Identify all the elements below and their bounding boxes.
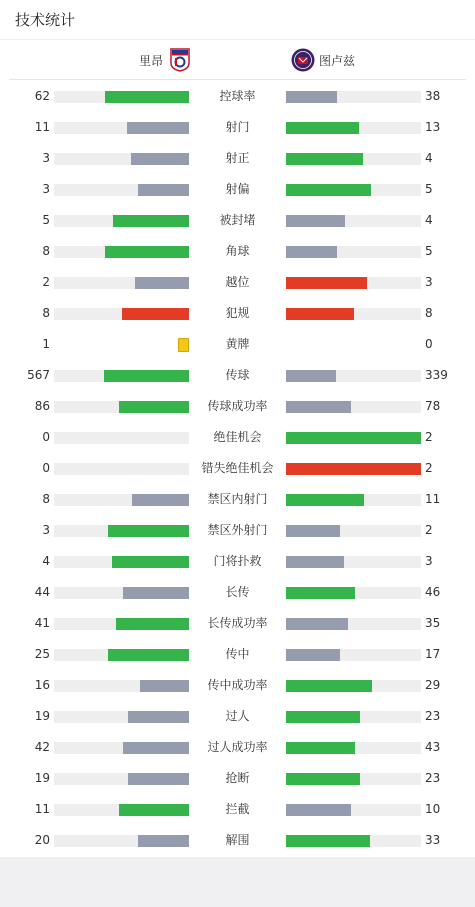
away-bar-track xyxy=(286,556,421,568)
stat-label: 黄牌 xyxy=(225,337,250,351)
stat-row xyxy=(0,546,475,577)
away-bar-track xyxy=(286,525,421,537)
home-bar-track xyxy=(54,122,189,134)
away-value: 5 xyxy=(425,182,433,196)
home-value: 0 xyxy=(42,461,50,475)
stat-label: 禁区内射门 xyxy=(207,492,268,506)
home-bar-track xyxy=(54,494,189,506)
stat-label: 长传 xyxy=(225,585,250,599)
stat-row xyxy=(0,453,475,484)
stat-row xyxy=(0,174,475,205)
stat-label: 绝佳机会 xyxy=(213,430,262,444)
stat-label: 传中 xyxy=(225,647,250,661)
home-team-name: 里昂 xyxy=(138,53,163,68)
away-bar-fill xyxy=(286,711,360,723)
home-bar-track xyxy=(54,277,189,289)
stat-row xyxy=(0,391,475,422)
away-bar-fill xyxy=(286,835,370,847)
away-bar-track xyxy=(286,215,421,227)
home-bar-fill xyxy=(108,649,189,661)
away-value: 3 xyxy=(425,275,433,289)
home-bar-track xyxy=(54,835,189,847)
home-bar-track xyxy=(54,649,189,661)
home-value: 19 xyxy=(34,771,50,785)
home-value: 3 xyxy=(42,151,50,165)
stat-row xyxy=(0,670,475,701)
away-team[interactable] xyxy=(291,40,355,80)
stat-row xyxy=(0,639,475,670)
stat-label: 犯规 xyxy=(225,306,250,320)
away-bar-track xyxy=(286,835,421,847)
away-bar-track xyxy=(286,649,421,661)
away-bar-track xyxy=(286,804,421,816)
away-bar-track xyxy=(286,587,421,599)
away-bar-track xyxy=(286,432,421,444)
away-value: 78 xyxy=(425,399,441,413)
away-value: 2 xyxy=(425,461,433,475)
home-bar-track xyxy=(54,680,189,692)
away-bar-track xyxy=(286,773,421,785)
home-value: 3 xyxy=(42,182,50,196)
home-value: 86 xyxy=(34,399,50,413)
home-bar-fill xyxy=(128,773,189,785)
stat-label: 错失绝佳机会 xyxy=(201,461,274,475)
away-bar-fill xyxy=(286,370,336,382)
home-value: 20 xyxy=(34,833,50,847)
away-value: 23 xyxy=(425,709,441,723)
away-bar-track xyxy=(286,277,421,289)
yellow-card-icon xyxy=(178,338,189,352)
away-bar-fill xyxy=(286,618,348,630)
away-bar-track xyxy=(286,618,421,630)
stat-label: 抢断 xyxy=(225,771,250,785)
home-bar-fill xyxy=(123,742,189,754)
away-value: 8 xyxy=(425,306,433,320)
stat-row xyxy=(0,484,475,515)
home-bar-fill xyxy=(122,308,190,320)
away-bar-fill xyxy=(286,153,363,165)
teams-header xyxy=(9,40,466,80)
home-value: 4 xyxy=(42,554,50,568)
away-bar-track xyxy=(286,184,421,196)
home-value: 41 xyxy=(34,616,50,630)
stat-label: 解围 xyxy=(225,833,250,847)
stat-label: 射门 xyxy=(225,120,250,134)
away-bar-track xyxy=(286,370,421,382)
stat-row xyxy=(0,360,475,391)
stat-row xyxy=(0,298,475,329)
home-bar-track xyxy=(54,215,189,227)
home-bar-track xyxy=(54,711,189,723)
home-bar-fill xyxy=(138,835,189,847)
home-value: 8 xyxy=(42,492,50,506)
home-bar-track xyxy=(54,184,189,196)
home-bar-fill xyxy=(104,370,189,382)
home-value: 1 xyxy=(42,337,50,351)
home-value: 8 xyxy=(42,306,50,320)
stat-row xyxy=(0,608,475,639)
away-bar-fill xyxy=(286,432,421,444)
home-bar-fill xyxy=(112,556,189,568)
away-value: 5 xyxy=(425,244,433,258)
away-bar-fill xyxy=(286,463,421,475)
stat-label: 角球 xyxy=(225,244,250,258)
home-bar-track xyxy=(54,153,189,165)
stat-label: 射偏 xyxy=(225,182,250,196)
stat-label: 控球率 xyxy=(219,89,256,103)
stat-label: 长传成功率 xyxy=(207,616,268,630)
stat-label: 传球 xyxy=(225,368,250,382)
away-bar-track xyxy=(286,91,421,103)
home-bar-fill xyxy=(113,215,189,227)
away-value: 4 xyxy=(425,151,433,165)
away-bar-fill xyxy=(286,277,367,289)
away-team-name: 图卢兹 xyxy=(319,53,356,68)
away-value: 13 xyxy=(425,120,441,134)
home-bar-fill xyxy=(132,494,189,506)
stats-list xyxy=(0,81,475,856)
stat-label: 被封堵 xyxy=(219,213,256,227)
stat-label: 越位 xyxy=(225,275,250,289)
away-value: 29 xyxy=(425,678,441,692)
home-bar-track xyxy=(54,804,189,816)
stat-row xyxy=(0,794,475,825)
home-bar-fill xyxy=(105,246,189,258)
lyon-crest-icon xyxy=(169,48,191,72)
stat-row xyxy=(0,205,475,236)
home-value: 19 xyxy=(34,709,50,723)
stat-label: 传中成功率 xyxy=(207,678,268,692)
home-bar-track xyxy=(54,618,189,630)
home-bar-fill xyxy=(108,525,189,537)
away-value: 3 xyxy=(425,554,433,568)
away-bar-fill xyxy=(286,91,337,103)
home-value: 3 xyxy=(42,523,50,537)
home-bar-track xyxy=(54,308,189,320)
stat-row xyxy=(0,422,475,453)
away-bar-track xyxy=(286,122,421,134)
home-bar-fill xyxy=(123,587,189,599)
away-value: 33 xyxy=(425,833,441,847)
page-title: 技术统计 xyxy=(0,0,475,40)
away-value: 4 xyxy=(425,213,433,227)
home-bar-track xyxy=(54,91,189,103)
stat-row xyxy=(0,515,475,546)
home-bar-fill xyxy=(105,91,189,103)
home-bar-track xyxy=(54,401,189,413)
away-bar-fill xyxy=(286,680,372,692)
stat-row xyxy=(0,236,475,267)
stat-label: 射正 xyxy=(225,151,250,165)
away-value: 43 xyxy=(425,740,441,754)
away-bar-track xyxy=(286,308,421,320)
home-bar-track xyxy=(54,773,189,785)
stat-label: 过人 xyxy=(225,709,250,723)
stat-row xyxy=(0,825,475,856)
home-bar-fill xyxy=(140,680,189,692)
stat-row xyxy=(0,81,475,112)
away-bar-fill xyxy=(286,184,371,196)
stat-row xyxy=(0,577,475,608)
home-value: 16 xyxy=(34,678,50,692)
away-bar-fill xyxy=(286,742,355,754)
home-bar-fill xyxy=(135,277,189,289)
home-value: 8 xyxy=(42,244,50,258)
away-bar-fill xyxy=(286,215,345,227)
stat-label: 传球成功率 xyxy=(207,399,268,413)
away-bar-track xyxy=(286,494,421,506)
stat-row xyxy=(0,112,475,143)
home-value: 11 xyxy=(34,802,50,816)
home-value: 44 xyxy=(34,585,50,599)
away-bar-track xyxy=(286,463,421,475)
stat-row xyxy=(0,329,475,360)
away-bar-fill xyxy=(286,122,359,134)
home-value: 0 xyxy=(42,430,50,444)
stat-label: 拦截 xyxy=(225,802,250,816)
away-value: 2 xyxy=(425,523,433,537)
home-bar-fill xyxy=(127,122,189,134)
home-bar-fill xyxy=(128,711,189,723)
away-bar-track xyxy=(286,680,421,692)
away-value: 23 xyxy=(425,771,441,785)
away-bar-fill xyxy=(286,587,355,599)
away-value: 11 xyxy=(425,492,441,506)
stat-row xyxy=(0,763,475,794)
home-bar-track xyxy=(54,432,189,444)
away-value: 46 xyxy=(425,585,441,599)
stat-row xyxy=(0,267,475,298)
home-bar-fill xyxy=(116,618,189,630)
home-value: 42 xyxy=(34,740,50,754)
home-bar-track xyxy=(54,587,189,599)
stat-label: 禁区外射门 xyxy=(207,523,268,537)
stat-label: 门将扑救 xyxy=(213,554,262,568)
away-bar-track xyxy=(286,401,421,413)
away-bar-track xyxy=(286,153,421,165)
home-team[interactable] xyxy=(139,40,191,80)
away-value: 339 xyxy=(425,368,448,382)
away-bar-fill xyxy=(286,773,360,785)
away-bar-fill xyxy=(286,556,344,568)
stat-row xyxy=(0,701,475,732)
away-bar-fill xyxy=(286,804,351,816)
home-value: 11 xyxy=(34,120,50,134)
stat-row xyxy=(0,732,475,763)
away-value: 35 xyxy=(425,616,441,630)
away-bar-track xyxy=(286,742,421,754)
home-value: 5 xyxy=(42,213,50,227)
toulouse-crest-icon xyxy=(291,48,315,72)
home-bar-track xyxy=(54,525,189,537)
away-bar-track xyxy=(286,246,421,258)
away-bar-fill xyxy=(286,494,364,506)
away-value: 0 xyxy=(425,337,433,351)
away-bar-fill xyxy=(286,525,340,537)
away-bar-fill xyxy=(286,649,340,661)
away-value: 2 xyxy=(425,430,433,444)
home-bar-track xyxy=(54,463,189,475)
home-bar-track xyxy=(54,246,189,258)
home-bar-track xyxy=(54,742,189,754)
home-bar-track xyxy=(54,370,189,382)
home-value: 25 xyxy=(34,647,50,661)
away-value: 38 xyxy=(425,89,441,103)
away-bar-track xyxy=(286,711,421,723)
stat-row xyxy=(0,143,475,174)
stat-label: 过人成功率 xyxy=(207,740,268,754)
away-value: 10 xyxy=(425,802,441,816)
home-bar-fill xyxy=(131,153,189,165)
home-value: 2 xyxy=(42,275,50,289)
home-value: 62 xyxy=(34,89,50,103)
home-bar-fill xyxy=(138,184,189,196)
home-bar-fill xyxy=(119,401,189,413)
home-bar-track xyxy=(54,556,189,568)
away-bar-fill xyxy=(286,308,354,320)
away-bar-fill xyxy=(286,401,351,413)
home-value: 567 xyxy=(27,368,50,382)
home-bar-fill xyxy=(119,804,189,816)
away-value: 17 xyxy=(425,647,441,661)
away-bar-fill xyxy=(286,246,337,258)
